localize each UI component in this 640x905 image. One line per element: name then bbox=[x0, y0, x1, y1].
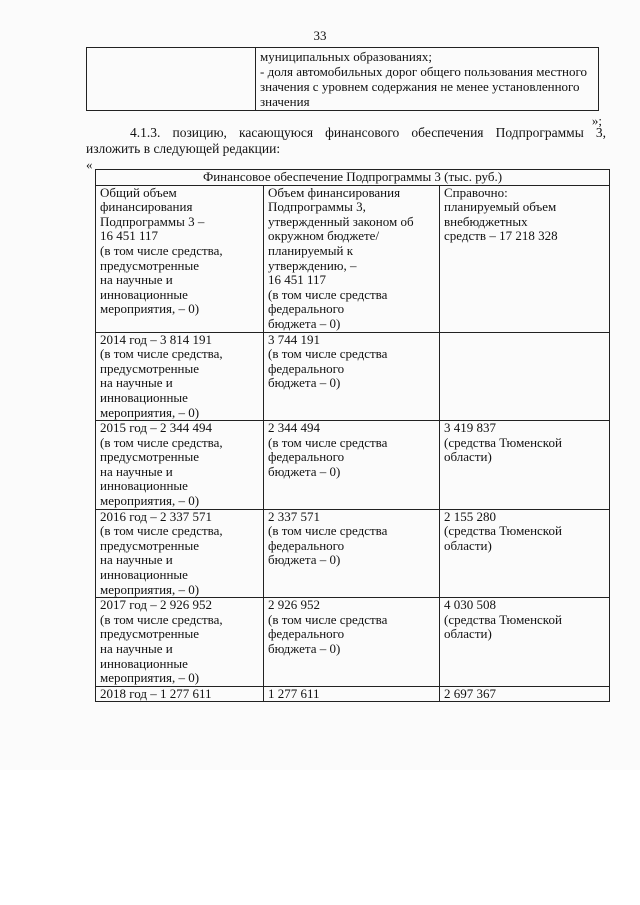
blank-background bbox=[0, 770, 640, 905]
table-title-row bbox=[96, 170, 610, 186]
table-cell: 2018 год – 1 277 611 bbox=[96, 686, 264, 702]
table-cell: 2017 год – 2 926 952 (в том числе средства, предусмотренные на научные и инновационные мероприятия, – 0) bbox=[96, 598, 264, 687]
amendment-paragraph bbox=[86, 125, 606, 157]
paragraph-line: изложить в следующей редакции: bbox=[86, 141, 281, 156]
table-cell: 2 926 952 (в том числе средства федерального бюджета – 0) bbox=[264, 598, 440, 687]
table-cell: 2016 год – 2 337 571 (в том числе средства, предусмотренные на научные и инновационные мероприятия, – 0) bbox=[96, 509, 264, 598]
closing-quote: »; bbox=[591, 113, 602, 128]
header-cell: Общий объем финансирования Подпрограммы 3 – 16 451 117 (в том числе средства, предусмотренные на научные и инновационные мероприятия, – 0) bbox=[96, 185, 264, 332]
table-title: Финансовое обеспечение Подпрограммы 3 (тыс. руб.) bbox=[96, 170, 610, 186]
table-header-row bbox=[96, 185, 610, 332]
table-cell: 2 155 280 (средства Тюменской области) bbox=[440, 509, 610, 598]
table-cell: 2 697 367 bbox=[440, 686, 610, 702]
table-cell: 2 337 571 (в том числе средства федерального бюджета – 0) bbox=[264, 509, 440, 598]
table-cell: 4 030 508 (средства Тюменской области) bbox=[440, 598, 610, 687]
table-cell: 2014 год – 3 814 191 (в том числе средства, предусмотренные на научные и инновационные мероприятия, – 0) bbox=[96, 332, 264, 421]
continuation-table bbox=[86, 47, 599, 111]
table-row bbox=[96, 509, 610, 598]
table-cell: 2015 год – 2 344 494 (в том числе средства, предусмотренные на научные и инновационные мероприятия, – 0) bbox=[96, 421, 264, 510]
table-row bbox=[96, 598, 610, 687]
page-number: 33 bbox=[313, 28, 327, 43]
table-cell: 2 344 494 (в том числе средства федерального бюджета – 0) bbox=[264, 421, 440, 510]
table-cell bbox=[87, 48, 256, 111]
table-row bbox=[87, 48, 599, 111]
table-cell: 1 277 611 bbox=[264, 686, 440, 702]
header-cell: Справочно: планируемый объем внебюджетных средств – 17 218 328 bbox=[440, 185, 610, 332]
table-cell: муниципальных образованиях; - доля автомобильных дорог общего пользования местного значения с уровнем содержания не менее установленного значения bbox=[256, 48, 599, 111]
table-cell: 3 744 191 (в том числе средства федерального бюджета – 0) bbox=[264, 332, 440, 421]
table-cell bbox=[440, 332, 610, 421]
finance-table bbox=[95, 169, 610, 702]
table-row bbox=[96, 421, 610, 510]
table-row bbox=[96, 332, 610, 421]
opening-quote: « bbox=[86, 157, 93, 172]
table-row bbox=[96, 686, 610, 702]
table-cell: 3 419 837 (средства Тюменской области) bbox=[440, 421, 610, 510]
paragraph-line: 4.1.3. позицию, касающуюся финансового обеспечения Подпрограммы 3, bbox=[130, 125, 606, 140]
header-cell: Объем финансирования Подпрограммы 3, утвержденный законом об окружном бюджете/ планируемый к утверждению, – 16 451 117 (в том числе средства федерального бюджета – 0) bbox=[264, 185, 440, 332]
